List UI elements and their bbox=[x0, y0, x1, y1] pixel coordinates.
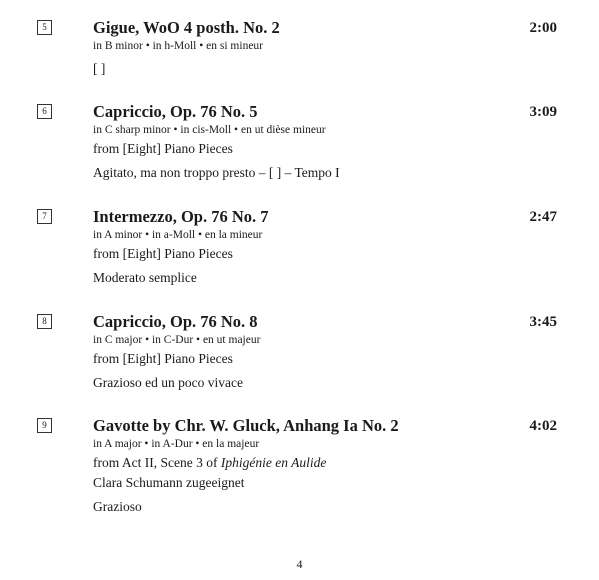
track-source: from [Eight] Piano Pieces bbox=[93, 351, 233, 366]
track-source: from [Eight] Piano Pieces bbox=[93, 141, 233, 156]
track-key: in C major • in C-Dur • en ut majeur bbox=[93, 334, 261, 346]
track-tempo: [ ] bbox=[93, 61, 106, 76]
track-title: Capriccio, Op. 76 No. 8 bbox=[93, 312, 258, 331]
track-source bbox=[93, 454, 326, 472]
track-key: in A major • in A-Dur • en la majeur bbox=[93, 438, 260, 450]
track-number-box: 6 bbox=[37, 104, 52, 119]
track-title: Capriccio, Op. 76 No. 5 bbox=[93, 102, 258, 121]
page-number: 4 bbox=[296, 557, 303, 571]
track-source-work: Iphigénie en Aulide bbox=[220, 455, 327, 470]
track-duration: 3:09 bbox=[529, 104, 557, 120]
track-tempo: Agitato, ma non troppo presto – [ ] – Tempo I bbox=[93, 165, 340, 180]
track-title: Gigue, WoO 4 posth. No. 2 bbox=[93, 18, 280, 37]
track-source-prefix: from Act II, Scene 3 of bbox=[93, 455, 221, 470]
track-number-box: 5 bbox=[37, 20, 52, 35]
track-duration: 4:02 bbox=[529, 418, 557, 434]
track-title: Intermezzo, Op. 76 No. 7 bbox=[93, 207, 269, 226]
track-title: Gavotte by Chr. W. Gluck, Anhang Ia No. 2 bbox=[93, 416, 399, 435]
track-source: from [Eight] Piano Pieces bbox=[93, 246, 233, 261]
track-duration: 3:45 bbox=[529, 314, 557, 330]
track-duration: 2:00 bbox=[529, 20, 557, 36]
track-duration: 2:47 bbox=[529, 209, 557, 225]
track-number-box: 7 bbox=[37, 209, 52, 224]
track-number-box: 9 bbox=[37, 418, 52, 433]
track-tempo: Grazioso bbox=[93, 499, 142, 514]
track-key: in C sharp minor • in cis-Moll • en ut dièse mineur bbox=[93, 124, 326, 136]
track-number-box: 8 bbox=[37, 314, 52, 329]
track-key: in B minor • in h-Moll • en si mineur bbox=[93, 40, 264, 52]
track-key: in A minor • in a-Moll • en la mineur bbox=[93, 229, 263, 241]
track-tempo: Grazioso ed un poco vivace bbox=[93, 375, 243, 390]
track-dedication: Clara Schumann zugeeignet bbox=[93, 475, 245, 490]
track-tempo: Moderato semplice bbox=[93, 270, 197, 285]
